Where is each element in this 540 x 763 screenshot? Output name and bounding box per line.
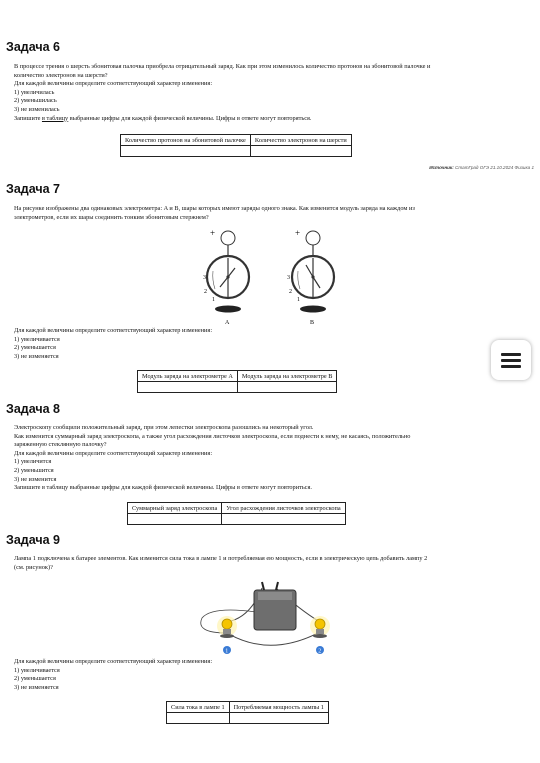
text-line: Как изменится суммарный заряд электроскопа, а также угол расхождения листочков электроскопа, если поднести к нему, не касаясь, положительно bbox=[14, 432, 411, 440]
task9-text bbox=[14, 555, 519, 572]
task9-heading: Задача 9 bbox=[6, 533, 60, 547]
task7-heading: Задача 7 bbox=[6, 182, 60, 196]
text-line: Для каждой величины определите соответствующий характер изменения: bbox=[14, 449, 213, 457]
answer-cell[interactable] bbox=[222, 514, 345, 525]
task8-heading: Задача 8 bbox=[6, 402, 60, 416]
task8-instruction: Запишите в таблицу выбранные цифры для каждой физической величины. Цифры в ответе могут повториться. bbox=[14, 484, 312, 492]
answer-cell[interactable] bbox=[121, 146, 251, 157]
column-header: Количество электронов на шерсти bbox=[250, 135, 351, 146]
circuit-figure bbox=[190, 578, 355, 658]
answer-cell[interactable] bbox=[128, 514, 222, 525]
battery-icon bbox=[254, 582, 296, 630]
task7-answer-table bbox=[137, 370, 337, 393]
option-3: 3) не изменилась bbox=[14, 105, 60, 113]
text-line: электрометров, если их шары соединить тонким эбонитовым стержнем? bbox=[14, 213, 209, 221]
option-1: 1) увеличивается bbox=[14, 335, 60, 343]
task6-heading: Задача 6 bbox=[6, 40, 60, 54]
option-3: 3) не изменяется bbox=[14, 352, 59, 360]
column-header: Сила тока в лампе 1 bbox=[167, 702, 230, 713]
option-3: 3) не изменится bbox=[14, 475, 57, 483]
column-header: Модуль заряда на электрометре A bbox=[138, 371, 238, 382]
answer-cell[interactable] bbox=[167, 713, 230, 724]
option-2: 2) уменьшается bbox=[14, 344, 56, 352]
text-line: Для каждой величины определите соответствующий характер изменения: bbox=[14, 327, 213, 334]
text-line: Лампа 1 подключена к батарее элементов. Как изменится сила тока в лампе 1 и потребляемая ею мощность, если в электрическую цепь добавить лампу 2 bbox=[14, 555, 428, 562]
column-header: Суммарный заряд электроскопа bbox=[128, 503, 222, 514]
task6-answer-table bbox=[120, 134, 352, 157]
task6-text bbox=[14, 63, 519, 123]
answer-cell[interactable] bbox=[229, 713, 328, 724]
scale-tick: 1 bbox=[212, 297, 215, 303]
text-line: заряженную стеклянную палочку? bbox=[14, 441, 107, 449]
task7-options bbox=[14, 327, 519, 361]
scale-tick: 3 bbox=[287, 275, 290, 281]
column-header: Угол расхождения листочков электроскопа bbox=[222, 503, 345, 514]
task9-options bbox=[14, 658, 519, 692]
electrometer-a bbox=[203, 228, 249, 326]
task6-instruction: Запишите в таблицу выбранные цифры для каждой физической величины. Цифры в ответе могут повторяться. bbox=[14, 114, 312, 122]
lamp-number: 1 bbox=[225, 648, 229, 655]
scale-tick: 2 bbox=[204, 289, 207, 295]
text-line: Для каждой величины определите соответствующий характер изменения: bbox=[14, 80, 213, 88]
electrometer-label: B bbox=[310, 320, 315, 326]
text-line: (см. рисунок)? bbox=[14, 563, 53, 571]
option-3: 3) не изменяется bbox=[14, 683, 59, 691]
option-2: 2) уменьшилась bbox=[14, 97, 57, 105]
menu-button[interactable] bbox=[491, 340, 531, 380]
hamburger-icon bbox=[501, 350, 521, 371]
answer-cell[interactable] bbox=[237, 382, 337, 393]
electrometer-label: A bbox=[225, 320, 230, 326]
column-header: Потребляемая мощность лампы 1 bbox=[229, 702, 328, 713]
column-header: Модуль заряда на электрометре B bbox=[237, 371, 337, 382]
text-line: Электроскопу сообщили положительный заряд, при этом лепестки электроскопа разошлись на некоторый угол. bbox=[14, 424, 314, 431]
task7-text bbox=[14, 205, 519, 222]
option-2: 2) уменьшается bbox=[14, 675, 56, 683]
option-1: 1) увеличится bbox=[14, 458, 52, 466]
electrometers-figure bbox=[190, 225, 340, 330]
task8-text bbox=[14, 424, 519, 493]
plus-sign: + bbox=[210, 228, 216, 238]
lamp-number: 2 bbox=[318, 648, 322, 655]
option-1: 1) увеличивается bbox=[14, 666, 60, 674]
lamp-1-icon bbox=[217, 616, 237, 654]
plus-sign: + bbox=[295, 228, 301, 238]
scale-tick: 3 bbox=[203, 275, 206, 281]
scale-tick: 1 bbox=[297, 297, 300, 303]
text-line: В процессе трения о шерсть эбонитовая палочка приобрела отрицательный заряд. Как при этом изменилось количество протонов на эбонитовой палочке и bbox=[14, 63, 431, 70]
text-line: количество электронов на шерсти? bbox=[14, 71, 108, 79]
table-link[interactable]: в таблицу bbox=[41, 114, 69, 122]
task9-answer-table bbox=[166, 701, 329, 724]
answer-cell[interactable] bbox=[138, 382, 238, 393]
task8-answer-table bbox=[127, 502, 346, 525]
column-header: Количество протонов на эбонитовой палочке bbox=[121, 135, 251, 146]
scale-tick: 2 bbox=[289, 289, 292, 295]
text-line: Для каждой величины определите соответствующий характер изменения: bbox=[14, 658, 213, 665]
source-note: Источник: СтатГрад ОГЭ 21.10.2024 Физика 1 bbox=[429, 165, 534, 170]
option-2: 2) уменьшится bbox=[14, 466, 54, 474]
text-line: На рисунке изображены два одинаковых электрометра: A и B, шары которых имеют заряды одного знака. Как изменится модуль заряда на каждом из bbox=[14, 205, 415, 212]
option-1: 1) увеличилась bbox=[14, 88, 55, 96]
electrometer-b bbox=[287, 228, 334, 326]
answer-cell[interactable] bbox=[250, 146, 351, 157]
